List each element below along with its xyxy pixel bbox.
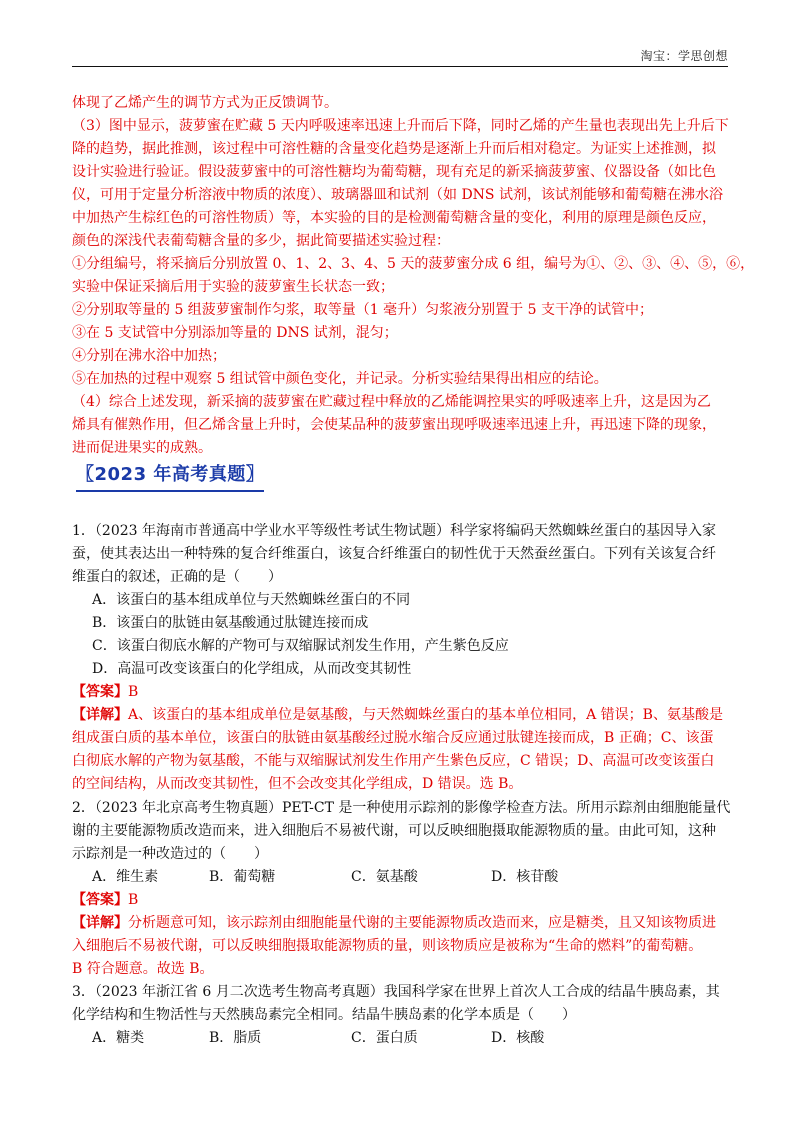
question-3-stem: 3．（2023 年浙江省 6 月二次选考生物高考真题）我国科学家在世界上首次人工合成的结晶牛胰岛素，其: [72, 984, 720, 1000]
answer-line: （4）综合上述发现，新采摘的菠萝蜜在贮藏过程中释放的乙烯能调控果实的呼吸速率上升，这是因为乙: [72, 394, 711, 410]
question-2-answer: [72, 889, 138, 911]
question-3-option-a: A．糖类: [92, 1030, 145, 1046]
detail-line: B 符合题意。故选 B。: [72, 961, 214, 977]
question-3-stem: 化学结构和生物活性与天然胰岛素完全相同。结晶牛胰岛素的化学本质是（ ）: [72, 1007, 576, 1023]
detail-tag: 【详解】: [72, 707, 128, 723]
answer-line: 仪，可用于定量分析溶液中物质的浓度）、玻璃器皿和试剂（如 DNS 试剂，该试剂能够和葡萄糖在沸水浴: [72, 187, 723, 203]
question-1-stem: 蚕，使其表达出一种特殊的复合纤维蛋白，该复合纤维蛋白的韧性优于天然蚕丝蛋白。下列有关该复合纤: [72, 546, 716, 562]
answer-value: B: [128, 684, 139, 700]
section-title: 〖2023 年高考真题〗: [76, 460, 264, 486]
detail-line: 的空间结构，从而改变其韧性，但不会改变其化学组成，D 错误。选 B。: [72, 776, 523, 792]
question-2-stem: 谢的主要能源物质改造而来，进入细胞后不易被代谢，可以反映细胞摄取能源物质的量。由此可知，这种: [72, 823, 716, 839]
question-2-option-c: C．氨基酸: [351, 869, 418, 885]
question-1-answer: [72, 681, 138, 703]
answer-value: B: [128, 892, 139, 908]
question-3-option-d: D．核酸: [491, 1030, 545, 1046]
answer-line: ⑤在加热的过程中观察 5 组试管中颜色变化，并记录。分析实验结果得出相应的结论。: [72, 371, 608, 387]
question-2-stem: 2．（2023 年北京高考生物真题）PET-CT 是一种使用示踪剂的影像学检查方法。所用示踪剂由细胞能量代: [72, 800, 731, 816]
answer-line: 降的趋势，据此推测，该过程中可溶性糖的含量变化趋势是逐渐上升而后相对稳定。为证实上述推测，拟: [72, 141, 716, 157]
answer-line: 进而促进果实的成熟。: [72, 440, 212, 456]
question-1-stem: 维蛋白的叙述，正确的是（ ）: [72, 569, 282, 585]
question-2-stem: 示踪剂是一种改造过的（ ）: [72, 846, 268, 862]
question-3-option-b: B．脂质: [209, 1030, 262, 1046]
question-1-option-c: C．该蛋白彻底水解的产物可与双缩脲试剂发生作用，产生紫色反应: [92, 638, 509, 654]
detail-line: 组成蛋白质的基本单位，该蛋白的肽链由氨基酸经过脱水缩合反应通过肽键连接而成，B 正确；C、该蛋: [72, 730, 714, 746]
detail-line: 白彻底水解的产物为氨基酸，不能与双缩脲试剂发生作用产生紫色反应，C 错误；D、高温可改变该蛋白: [72, 753, 715, 769]
question-1-option-a: A．该蛋白的基本组成单位与天然蜘蛛丝蛋白的不同: [92, 592, 411, 608]
question-2-detail: [72, 912, 716, 934]
detail-text: A、该蛋白的基本组成单位是氨基酸，与天然蜘蛛丝蛋白的基本单位相同，A 错误；B、氨基酸是: [128, 707, 723, 723]
question-1-detail: [72, 704, 723, 726]
answer-tag: 【答案】: [72, 684, 128, 700]
question-2-option-b: B．葡萄糖: [209, 869, 276, 885]
answer-line: ④分别在沸水浴中加热；: [72, 348, 226, 364]
answer-line: 中加热产生棕红色的可溶性物质）等，本实验的目的是检测葡萄糖含量的变化，利用的原理是颜色反应，: [72, 210, 716, 226]
answer-line: 烯具有催熟作用，但乙烯含量上升时，会使某品种的菠萝蜜出现呼吸速率迅速上升，再迅速下降的现象，: [72, 417, 716, 433]
answer-line: 设计实验进行验证。假设菠萝蜜中的可溶性糖均为葡萄糖，现有充足的新采摘菠萝蜜、仪器设备（如比色: [72, 164, 716, 180]
question-1-stem: 1．（2023 年海南市普通高中学业水平等级性考试生物试题）科学家将编码天然蜘蛛丝蛋白的基因导入家: [72, 523, 716, 539]
detail-tag: 【详解】: [72, 915, 128, 931]
question-1-option-d: D．高温可改变该蛋白的化学组成，从而改变其韧性: [92, 661, 412, 677]
answer-line: （3）图中显示，菠萝蜜在贮藏 5 天内呼吸速率迅速上升而后下降，同时乙烯的产生量也表现出先上升后下: [72, 118, 729, 134]
answer-line: ②分别取等量的 5 组菠萝蜜制作匀浆，取等量（1 毫升）匀浆液分别置于 5 支干净的试管中；: [72, 302, 653, 318]
answer-line: 体现了乙烯产生的调节方式为正反馈调节。: [72, 95, 338, 111]
answer-line: ③在 5 支试管中分别添加等量的 DNS 试剂，混匀；: [72, 325, 398, 341]
answer-line: 颜色的深浅代表葡萄糖含量的多少，据此简要描述实验过程：: [72, 233, 450, 249]
question-2-option-d: D．核苷酸: [491, 869, 559, 885]
detail-text: 分析题意可知，该示踪剂由细胞能量代谢的主要能源物质改造而来，应是糖类，且又知该物质进: [128, 915, 716, 931]
question-2-option-a: A．维生素: [92, 869, 159, 885]
answer-line: 实验中保证采摘后用于实验的菠萝蜜生长状态一致；: [72, 279, 394, 295]
answer-line: ①分组编号，将采摘后分别放置 0、1、2、3、4、5 天的菠萝蜜分成 6 组，编号为①、②、③、④、⑤，⑥，: [72, 256, 755, 272]
header-rule: [72, 66, 728, 67]
question-1-option-b: B．该蛋白的肽链由氨基酸通过肽键连接而成: [92, 615, 369, 631]
page-header: 淘宝：学思创想: [640, 49, 728, 63]
answer-tag: 【答案】: [72, 892, 128, 908]
question-3-option-c: C．蛋白质: [351, 1030, 418, 1046]
detail-line: 入细胞后不易被代谢，可以反映细胞摄取能源物质的量，则该物质应是被称为“生命的燃料”的葡萄糖。: [72, 938, 703, 954]
